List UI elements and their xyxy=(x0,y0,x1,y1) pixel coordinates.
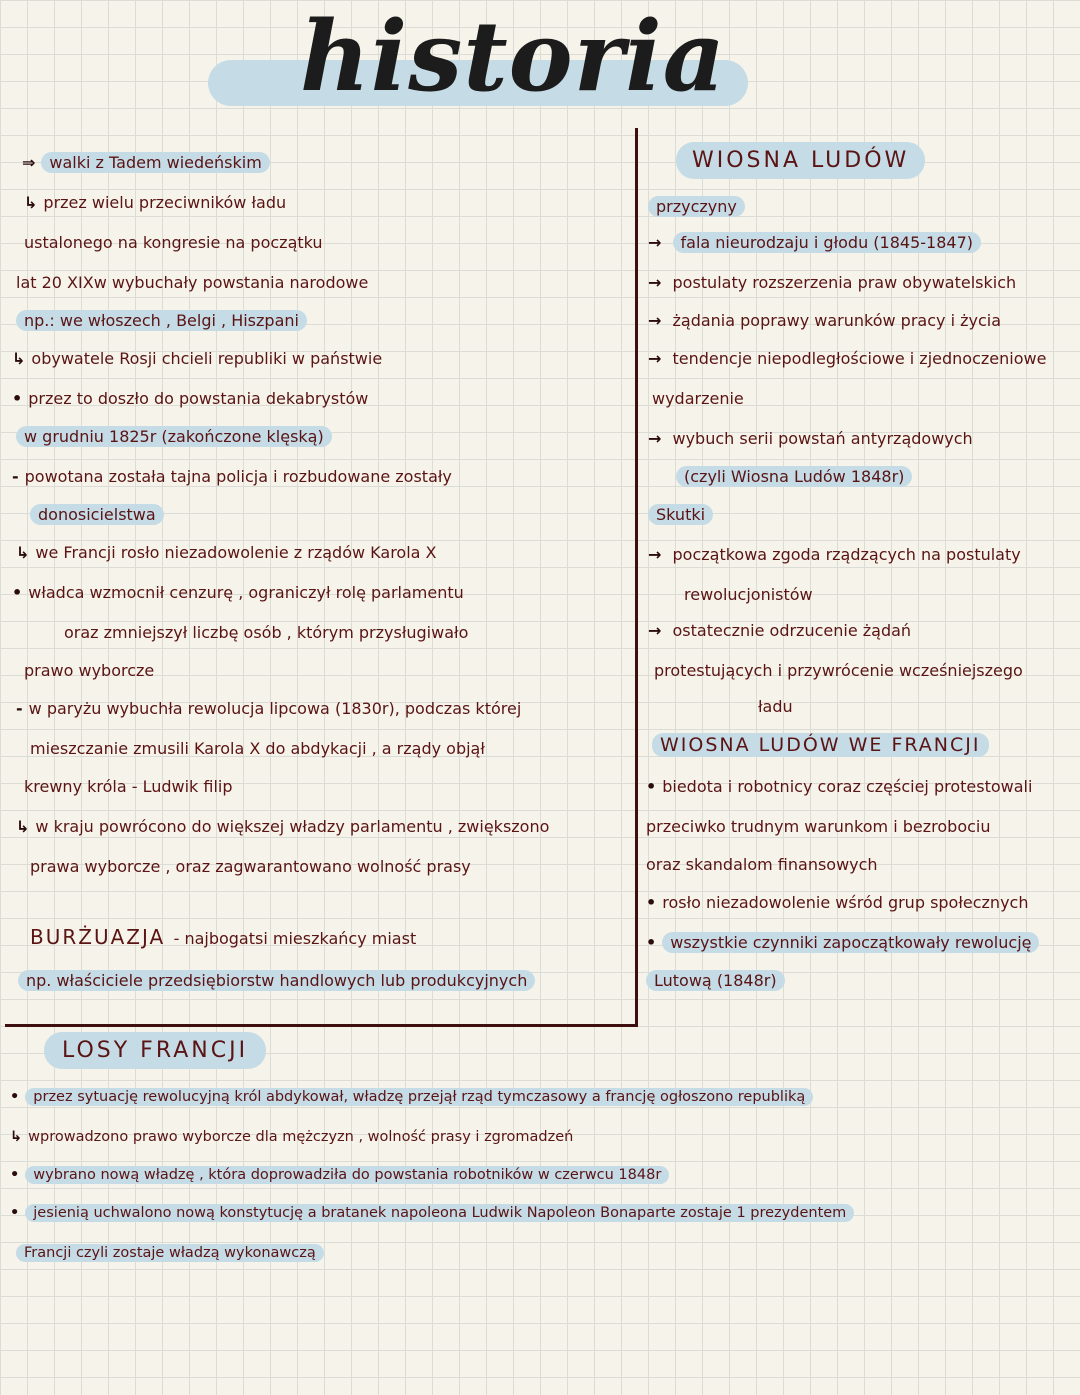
bullet-icon: • xyxy=(12,583,23,602)
cause-4: tendencje niepodległościowe i zjednoczeniowe xyxy=(672,349,1047,368)
france-line xyxy=(646,932,1039,954)
bullet-icon: ↳ xyxy=(10,1129,23,1145)
bottom-line-text: przez sytuację rewolucyjną król abdykował, władzę przejął rząd tymczasowy a francję ogłoszono republiką xyxy=(25,1088,813,1106)
left-line-text: w paryżu wybuchła rewolucja lipcowa (1830r), podczas której xyxy=(28,699,522,718)
france-heading: WIOSNA LUDÓW WE FRANCJI xyxy=(652,733,989,757)
left-line xyxy=(12,582,464,604)
france-line xyxy=(646,776,1032,798)
cause-line-4 xyxy=(648,348,1046,370)
left-line xyxy=(16,426,332,448)
wiosna-heading: WIOSNA LUDÓW xyxy=(676,142,925,179)
left-line xyxy=(16,272,368,294)
left-line xyxy=(22,152,270,174)
bullet-icon: • xyxy=(646,777,657,796)
effects-label: Skutki xyxy=(648,504,713,525)
left-line xyxy=(24,776,233,798)
bullet-icon: ↳ xyxy=(16,543,30,562)
cause-1: fala nieurodzaju i głodu (1845-1847) xyxy=(673,232,982,253)
arrow-right-icon: → xyxy=(648,273,662,292)
france-line-text: Lutową (1848r) xyxy=(646,970,785,991)
left-line-text: prawa wyborcze , oraz zagwarantowano wolność prasy xyxy=(30,857,471,876)
event-2: (czyli Wiosna Ludów 1848r) xyxy=(676,466,912,487)
arrow-right-icon: → xyxy=(648,311,662,330)
bottom-line-text: wprowadzono prawo wyborcze dla mężczyzn , wolność prasy i zgromadzeń xyxy=(28,1129,574,1145)
arrow-right-icon: → xyxy=(648,349,662,368)
bullet-icon: • xyxy=(10,1089,20,1105)
left-line-text: prawo wyborcze xyxy=(24,661,155,680)
bullet-icon: • xyxy=(646,933,657,952)
left-line-text: w kraju powrócono do większej władzy parlamentu , zwiększono xyxy=(35,817,550,836)
bullet-icon: • xyxy=(12,389,23,408)
bottom-line-text: wybrano nową władzę , która doprowadziła do powstania robotników w czerwcu 1848r xyxy=(25,1166,669,1184)
bottom-line xyxy=(16,1242,324,1264)
france-line xyxy=(646,892,1028,914)
left-line xyxy=(12,348,382,370)
left-line xyxy=(12,388,368,410)
arrow-right-icon: → xyxy=(648,621,662,640)
left-line-text: przez to doszło do powstania dekabrystów xyxy=(28,389,369,408)
burzuazja-example-line xyxy=(18,970,535,992)
bullet-icon: ↳ xyxy=(12,349,26,368)
wiosna-heading-line xyxy=(676,150,925,172)
left-line-text: donosicielstwa xyxy=(30,504,164,525)
left-line xyxy=(30,504,164,526)
france-heading-line xyxy=(652,734,989,756)
france-line xyxy=(646,854,878,876)
cause-3: żądania poprawy warunków pracy i życia xyxy=(672,311,1002,330)
burzuazja-example: np. właściciele przedsiębiorstw handlowych lub produkcyjnych xyxy=(18,970,535,991)
left-line-text: ustalonego na kongresie na początku xyxy=(24,233,323,252)
left-line xyxy=(30,738,485,760)
losy-heading: LOSY FRANCJI xyxy=(44,1032,266,1069)
causes-label: przyczyny xyxy=(648,196,745,217)
left-line xyxy=(24,192,286,214)
effects-label-line xyxy=(648,504,713,526)
france-line-text: rosło niezadowolenie wśród grup społecznych xyxy=(662,893,1029,912)
bottom-line-text: Francji czyli zostaje władzą wykonawczą xyxy=(16,1244,324,1262)
bullet-icon: • xyxy=(646,893,657,912)
left-line-text: lat 20 XIXw wybuchały powstania narodowe xyxy=(16,273,369,292)
bullet-icon: • xyxy=(10,1205,20,1221)
left-line xyxy=(16,816,549,838)
left-line xyxy=(24,232,323,254)
effects-1: początkowa zgoda rządzących na postulaty xyxy=(672,545,1021,564)
section-divider xyxy=(5,1024,638,1027)
bullet-icon: ↳ xyxy=(24,193,38,212)
event-1: wybuch serii powstań antyrządowych xyxy=(672,429,973,448)
left-line xyxy=(24,660,154,682)
event-label: wydarzenie xyxy=(652,389,744,408)
effects-4: protestujących i przywrócenie wcześniejszego xyxy=(654,661,1023,680)
left-line-text: walki z Tadem wiedeńskim xyxy=(41,152,269,173)
france-line-text: wszystkie czynniki zapoczątkowały rewolucję xyxy=(662,932,1039,953)
causes-label-line xyxy=(648,196,745,218)
effects-2: rewolucjonistów xyxy=(684,585,813,604)
burzuazja-title: BURŻUAZJA xyxy=(30,925,166,949)
cause-line-2 xyxy=(648,272,1016,294)
burzuazja-definition: - najbogatsi mieszkańcy miast xyxy=(173,929,417,948)
effects-5: ładu xyxy=(758,697,793,716)
bottom-line-text: jesienią uchwalono nową konstytucję a bratanek napoleona Ludwik Napoleon Bonaparte zostaje 1 prezydentem xyxy=(25,1204,854,1222)
left-line xyxy=(12,466,452,488)
bullet-icon: ↳ xyxy=(16,817,30,836)
france-line-text: biedota i robotnicy coraz częściej protestowali xyxy=(662,777,1033,796)
left-line-text: władca wzmocnił cenzurę , ograniczył rolę parlamentu xyxy=(28,583,464,602)
left-line xyxy=(64,622,468,644)
left-line-text: we Francji rosło niezadowolenie z rządów Karola X xyxy=(35,543,437,562)
bottom-line xyxy=(10,1126,573,1148)
bullet-icon: - xyxy=(16,699,23,718)
page-title: historia xyxy=(300,0,726,113)
left-line-text: obywatele Rosji chcieli republiki w państwie xyxy=(31,349,383,368)
left-line-text: np.: we włoszech , Belgi , Hiszpani xyxy=(16,310,307,331)
effects-3: ostatecznie odrzucenie żądań xyxy=(672,621,912,640)
burzuazja-block xyxy=(30,926,416,950)
effects-line-3 xyxy=(648,620,911,642)
event-line-2 xyxy=(676,466,912,488)
bullet-icon: - xyxy=(12,467,19,486)
cause-line-1 xyxy=(648,232,981,254)
left-line-text: oraz zmniejszył liczbę osób , którym przysługiwało xyxy=(64,623,469,642)
left-line xyxy=(30,856,471,878)
arrow-right-icon: → xyxy=(648,233,662,252)
arrow-right-icon: → xyxy=(648,545,662,564)
france-line xyxy=(646,970,785,992)
left-line-text: powotana została tajna policja i rozbudowane zostały xyxy=(24,467,452,486)
bullet-icon: ⇒ xyxy=(22,153,36,172)
left-line-text: mieszczanie zmusili Karola X do abdykacji , a rządy objął xyxy=(30,739,485,758)
left-line xyxy=(16,310,307,332)
bottom-line xyxy=(10,1086,813,1108)
event-line-1 xyxy=(648,428,973,450)
effects-line-1 xyxy=(648,544,1021,566)
france-line-text: przeciwko trudnym warunkom i bezrobociu xyxy=(646,817,991,836)
left-line xyxy=(16,698,521,720)
bullet-icon: • xyxy=(10,1167,20,1183)
arrow-right-icon: → xyxy=(648,429,662,448)
cause-2: postulaty rozszerzenia praw obywatelskich xyxy=(672,273,1017,292)
losy-heading-line xyxy=(44,1040,266,1062)
bottom-line xyxy=(10,1164,669,1186)
france-line xyxy=(646,816,990,838)
left-line-text: krewny króla - Ludwik filip xyxy=(24,777,233,796)
left-line-text: w grudniu 1825r (zakończone klęską) xyxy=(16,426,332,447)
left-line xyxy=(16,542,437,564)
left-line-text: przez wielu przeciwników ładu xyxy=(43,193,287,212)
bottom-line xyxy=(10,1202,854,1224)
france-line-text: oraz skandalom finansowych xyxy=(646,855,878,874)
cause-line-3 xyxy=(648,310,1001,332)
column-divider xyxy=(635,128,638,1026)
